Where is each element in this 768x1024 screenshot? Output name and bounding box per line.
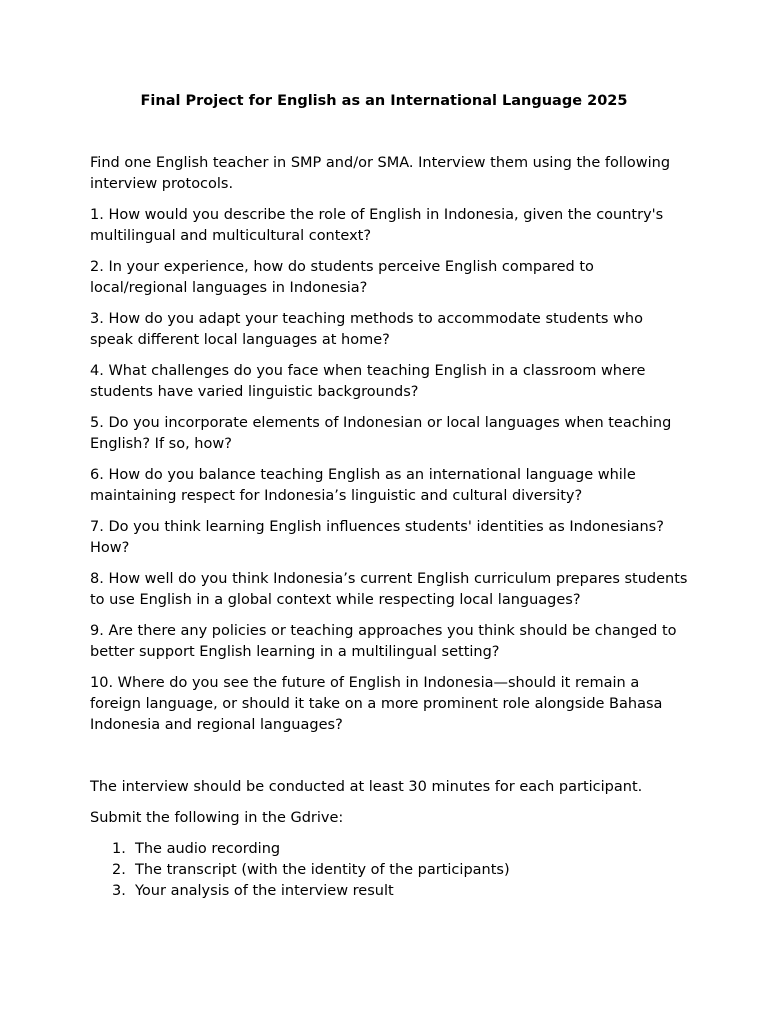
question-3: 3. How do you adapt your teaching methods to accommodate students who speak different local languages at home?: [90, 311, 643, 348]
list-number: 3.: [112, 883, 126, 899]
list-number: 2.: [112, 862, 126, 878]
question-6: 6. How do you balance teaching English as an international language while maintaining respect for Indonesia’s linguistic and cultural diversity?: [90, 467, 636, 504]
question-4: 4. What challenges do you face when teaching English in a classroom where students have varied linguistic backgrounds?: [90, 363, 646, 400]
question-7: 7. Do you think learning English influences students' identities as Indonesians? How?: [90, 519, 664, 556]
question-10: 10. Where do you see the future of English in Indonesia—should it remain a foreign language, or should it take on a more prominent role alongside Bahasa Indonesia and regional languages?: [90, 675, 663, 733]
question-1: 1. How would you describe the role of English in Indonesia, given the country's multilingual and multicultural context?: [90, 207, 664, 244]
list-item-text: The audio recording: [135, 841, 281, 857]
submit-item: [90, 839, 690, 860]
question-2: 2. In your experience, how do students perceive English compared to local/regional languages in Indonesia?: [90, 259, 594, 296]
intro-paragraph: Find one English teacher in SMP and/or SMA. Interview them using the following interview protocols.: [90, 155, 671, 192]
question-8: 8. How well do you think Indonesia’s current English curriculum prepares students to use English in a global context while respecting local languages?: [90, 571, 688, 608]
question-9: 9. Are there any policies or teaching approaches you think should be changed to better support English learning in a multilingual setting?: [90, 623, 677, 660]
blank-line: [90, 746, 690, 777]
submit-item: [90, 881, 690, 902]
submit-list: [90, 839, 690, 902]
question-5: 5. Do you incorporate elements of Indonesian or local languages when teaching English? If so, how?: [90, 415, 672, 452]
list-number: 1.: [112, 841, 126, 857]
document-title: Final Project for English as an International Language 2025: [140, 93, 628, 109]
duration-note: The interview should be conducted at least 30 minutes for each participant.: [90, 779, 643, 795]
list-item-text: The transcript (with the identity of the participants): [135, 862, 510, 878]
list-item-text: Your analysis of the interview result: [135, 883, 394, 899]
submit-item: [90, 860, 690, 881]
document-body: [90, 153, 690, 902]
submit-heading: Submit the following in the Gdrive:: [90, 810, 344, 826]
